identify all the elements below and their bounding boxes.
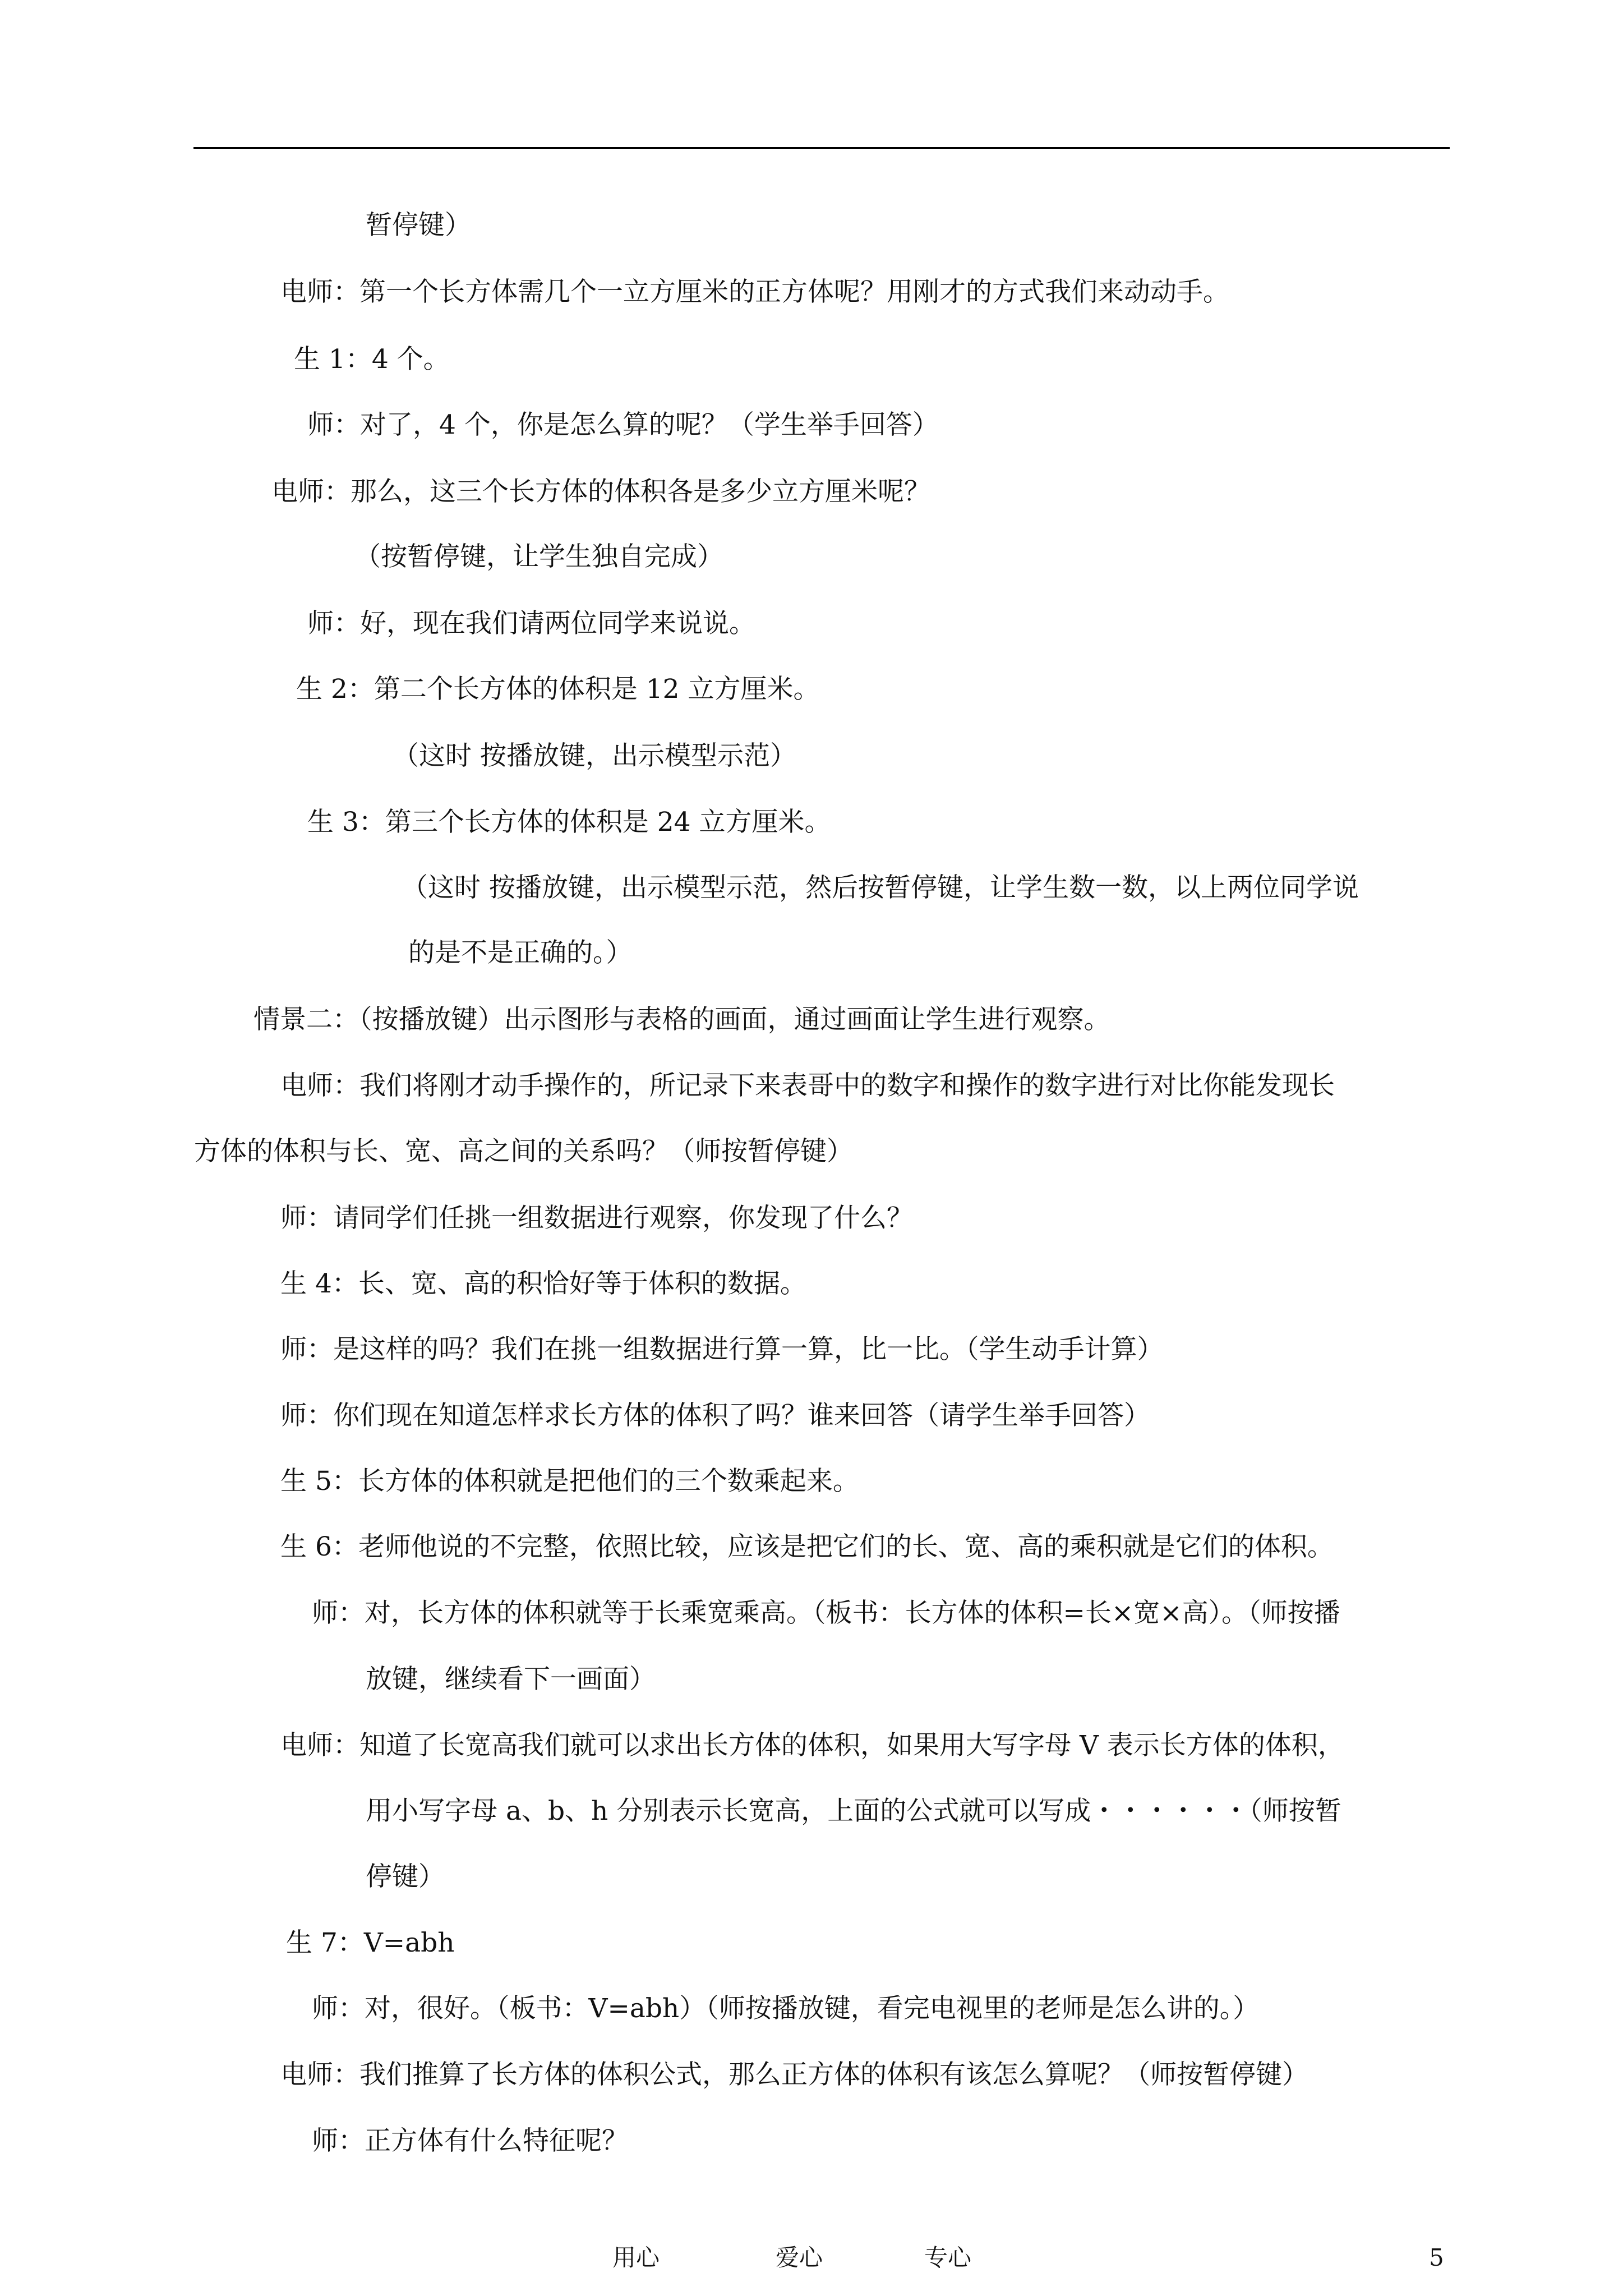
text-line: 情景二：（按播放键）出示图形与表格的画面，通过画面让学生进行观察。	[253, 1004, 1110, 1035]
text-line: 生 1：4 个。	[294, 344, 450, 375]
text-line: 电师：我们将刚才动手操作的，所记录下来表哥中的数字和操作的数字进行对比你能发现长	[280, 1070, 1335, 1101]
text-line: 电师：第一个长方体需几个一立方厘米的正方体呢？用刚才的方式我们来动动手。	[280, 277, 1229, 307]
text-line: 的是不是正确的。）	[408, 937, 633, 968]
text-line: （按暂停键，让学生独自完成）	[354, 541, 723, 572]
text-line: 方体的体积与长、宽、高之间的关系吗？（师按暂停键）	[194, 1136, 853, 1167]
text-line: 电师：知道了长宽高我们就可以求出长方体的体积，如果用大写字母 V 表示长方体的体积，	[280, 1730, 1344, 1761]
text-line: 师：对，长方体的体积就等于长乘宽乘高。（板书：长方体的体积=长×宽×高）。（师按播	[312, 1598, 1340, 1628]
text-line: 师：请同学们任挑一组数据进行观察，你发现了什么？	[280, 1203, 913, 1234]
text-line: 师：对了，4 个，你是怎么算的呢？（学生举手回答）	[307, 409, 939, 440]
text-line: 生 2：第二个长方体的体积是 12 立方厘米。	[296, 674, 820, 705]
page-number: 5	[1429, 2244, 1444, 2271]
footer-motto-1: 用心	[612, 2244, 660, 2271]
footer-motto-3: 专心	[924, 2244, 972, 2271]
header-rule	[193, 147, 1450, 149]
text-line: （这时 按播放键，出示模型示范，然后按暂停键，让学生数一数，以上两位同学说	[402, 872, 1359, 903]
text-line: 师：你们现在知道怎样求长方体的体积了吗？谁来回答（请学生举手回答）	[280, 1400, 1150, 1431]
text-line: 师：对，很好。（板书：V=abh）（师按播放键，看完电视里的老师是怎么讲的。）	[312, 1993, 1260, 2024]
text-line: 停键）	[366, 1861, 445, 1892]
text-line: 放键，继续看下一画面）	[366, 1664, 656, 1695]
text-line: 师：是这样的吗？我们在挑一组数据进行算一算，比一比。（学生动手计算）	[280, 1334, 1164, 1365]
text-line: 用小写字母 a、b、h 分别表示长宽高，上面的公式就可以写成・・・・・・（师按暂	[366, 1796, 1341, 1826]
text-line: 生 5：长方体的体积就是把他们的三个数乘起来。	[280, 1466, 859, 1497]
text-line: 电师：我们推算了长方体的体积公式，那么正方体的体积有该怎么算呢？（师按暂停键）	[280, 2059, 1308, 2090]
text-line: 师：正方体有什么特征呢？	[312, 2125, 628, 2156]
text-line: 生 4：长、宽、高的积恰好等于体积的数据。	[280, 1268, 806, 1299]
text-line: （这时 按播放键，出示模型示范）	[393, 740, 796, 771]
text-line: 电师：那么，这三个长方体的体积各是多少立方厘米呢？	[271, 476, 930, 507]
text-line: 师：好，现在我们请两位同学来说说。	[307, 608, 755, 639]
text-line: 暂停键）	[366, 210, 471, 241]
text-line: 生 3：第三个长方体的体积是 24 立方厘米。	[307, 807, 831, 838]
text-line: 生 6：老师他说的不完整，依照比较，应该是把它们的长、宽、高的乘积就是它们的体积。	[280, 1531, 1334, 1562]
footer-motto-2: 爱心	[776, 2244, 823, 2271]
text-line: 生 7：V=abh	[286, 1927, 455, 1958]
